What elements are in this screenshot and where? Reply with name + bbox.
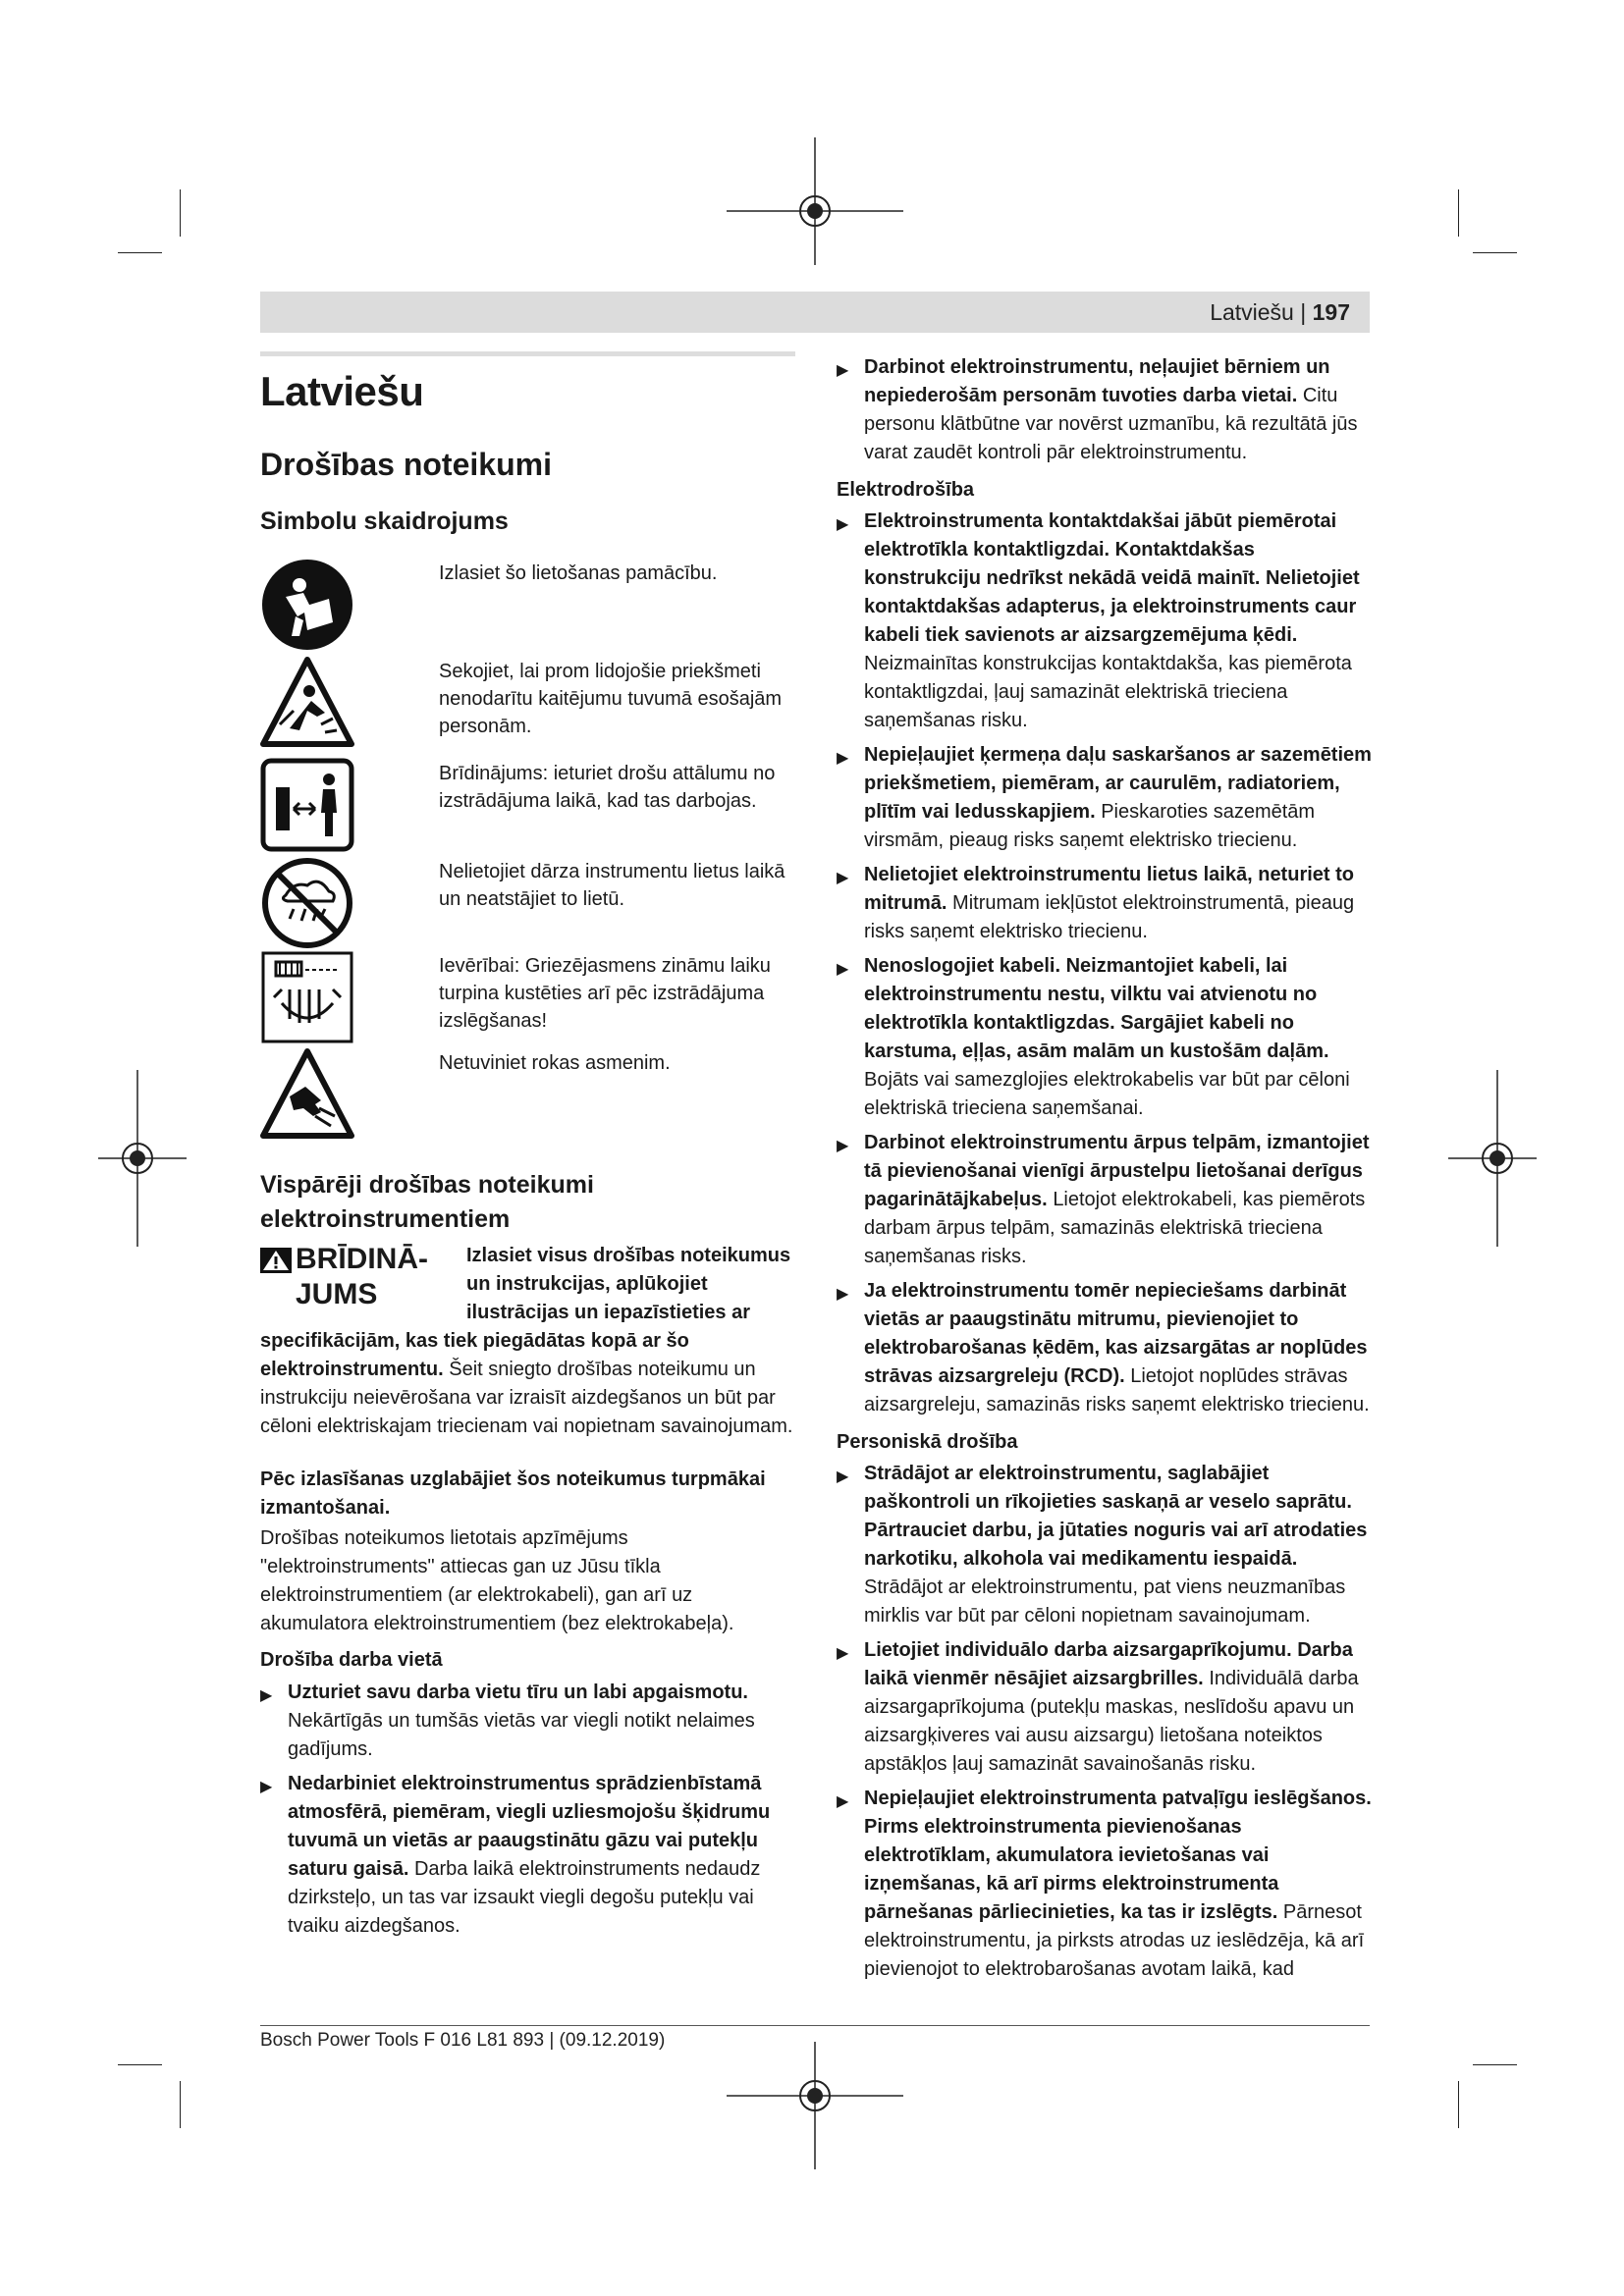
crop-mark	[180, 2081, 181, 2128]
crop-mark	[1458, 2081, 1459, 2128]
header-separator: |	[1300, 299, 1307, 325]
warning-label: BRĪDINĀ- JUMS	[296, 1243, 428, 1310]
page-header	[260, 292, 1370, 333]
crop-mark	[1473, 2064, 1517, 2065]
list-item: ▶ Nelietojiet elektroinstrumentu lietus laikā, neturiet to mitrumā. Mitrumam iekļūstot elektroinstrumentā, pieaug risks saņemt elektrisko triecienu.	[837, 864, 1355, 942]
registration-mark-icon	[727, 2042, 903, 2169]
symbol-text: Izlasiet šo lietošanas pamācību.	[439, 562, 718, 584]
electrical-safety-title: Elektrodrošība	[837, 479, 975, 501]
right-column	[837, 353, 1372, 1984]
footer-text: Bosch Power Tools F 016 L81 893 | (09.12.2019)	[260, 2030, 666, 2051]
crop-mark	[118, 252, 162, 253]
crop-mark	[1473, 252, 1517, 253]
read-manual-icon	[260, 558, 354, 652]
list-item: ▶ Uzturiet savu darba vietu tīru un labi apgaismotu. Nekārtīgās un tumšās vietās var viegli notikt nelaimes gadījums.	[260, 1682, 755, 1760]
page-title: Latviešu	[260, 368, 424, 414]
personal-safety-title: Personiskā drošība	[837, 1431, 1018, 1453]
header-section: Latviešu	[1210, 299, 1294, 325]
registration-mark-icon	[1448, 1070, 1537, 1247]
page-number: 197	[1312, 299, 1350, 325]
warning-triangle-icon	[260, 1248, 292, 1273]
list-item: ▶ Nepieļaujiet ķermeņa daļu saskaršanos ar sazemētiem priekšmetiem, piemēram, ar caurulēm, radiatoriem, plītīm vai ledusskapjiem. Pieskaroties sazemētām virsmām, pieaug risks saņemt elektrisko triecienu.	[837, 744, 1372, 851]
list-item: ▶ Nedarbiniet elektroinstrumentus sprādzienbīstamā atmosfērā, piemēram, viegli uzliesmojošu šķidrumu tuvumā un vietās ar paaugstinātu gāzu vai putekļu saturu gaisā. Darba laikā elektroinstruments nedaudz dzirksteļo, un tas var izsaukt viegli degošu putekļu vai tvaiku aizdegšanos.	[260, 1773, 771, 1937]
list-item: ▶ Darbinot elektroinstrumentu, neļaujiet bērniem un nepiederošām personām tuvoties darba vietai. Citu personu klātbūtne var novērst uzmanību, kā rezultātā jūs varat zaudēt kontroli pār elektroinstrumentu.	[837, 356, 1358, 463]
flying-debris-warning-icon	[260, 656, 354, 750]
section-title: Drošības noteikumi	[260, 447, 552, 482]
warning-text: Šeit sniegto drošības noteikumu un instrukciju neievērošana var izraisīt aizdegšanos un būt par cēloni elektriskajam triecienam vai nopietnam savainojumam.	[260, 1359, 793, 1437]
section-rule	[260, 351, 795, 356]
work-area-title: Drošība darba vietā	[260, 1649, 443, 1671]
blade-rotation-icon	[260, 950, 354, 1044]
list-item: ▶ Strādājot ar elektroinstrumentu, saglabājiet paškontroli un rīkojieties saskaņā ar veselo saprātu. Pārtrauciet darbu, ja jūtaties noguris vai arī atrodaties narkotiku, alkohola vai medikamentu iespaidā. Strādājot ar elektroinstrumentu, pat viens neuzmanības mirklis var būt par cēloni nopietnam savainojumam.	[837, 1463, 1368, 1627]
registration-mark-icon	[727, 137, 903, 265]
safe-distance-icon	[260, 758, 354, 852]
crop-mark	[118, 2064, 162, 2065]
work-area-list	[260, 1679, 795, 1941]
registration-mark-icon	[98, 1070, 187, 1247]
symbol-text: Sekojiet, lai prom lidojošie priekšmeti nenodarītu kaitējumu tuvumā esošajām personām.	[439, 661, 783, 737]
crop-mark	[1458, 189, 1459, 237]
definition-text: Drošības noteikumos lietotais apzīmējums "elektroinstruments" attiecas gan uz Jūsu tīkla elektroinstrumentiem (ar elektrokabeli), gan arī uz akumulatora elektroinstrumentiem (bez elektrokabeļa).	[260, 1527, 734, 1634]
symbol-text: Brīdinājums: ieturiet drošu attālumu no izstrādājuma laikā, kad tas darbojas.	[439, 763, 776, 812]
crop-mark	[180, 189, 181, 237]
list-item: ▶ Elektroinstrumenta kontaktdakšai jābūt piemērotai elektrotīkla kontaktligzdai. Kontaktdakšas konstrukciju nedrīkst nekādā veidā mainīt. Nelietojiet kontaktdakšas adapterus, ja elektroinstruments caur kabeli tiek savienots ar aizsargzemējuma ķēdi. Neizmainītas konstrukcijas kontaktdakša, kas piemērota kontaktligzdai, ļauj samazināt elektriskā trieciena saņemšanas risku.	[837, 510, 1360, 731]
symbols-title: Simbolu skaidrojums	[260, 507, 509, 535]
symbol-text: Nelietojiet dārza instrumentu lietus laikā un neatstājiet to lietū.	[439, 861, 785, 910]
symbol-text: Netuviniet rokas asmenim.	[439, 1052, 671, 1074]
list-item: ▶ Nepieļaujiet elektroinstrumenta patvaļīgu ieslēgšanos. Pirms elektroinstrumenta pievienošanas elektrotīklam, akumulatora ievietošanas vai izņemšanas, kā arī pirms elektroinstrumenta pārnešanas pārliecinieties, ka tas ir izslēgts. Pārnesot elektroinstrumentu, ja pirksts atrodas uz ieslēdzēja, kā arī pievienojot to elektrobarošanas avotam laikā, kad	[837, 1788, 1372, 1980]
warning-bold-text: Izlasiet visus drošības noteikumus un instrukcijas, aplūkojiet ilustrācijas un iepazīstieties ar specifikācijām, kas tiek piegādātas kopā ar šo elektroinstrumentu.	[260, 1245, 791, 1380]
list-item: ▶ Nenoslogojiet kabeli. Neizmantojiet kabeli, lai elektroinstrumentu nestu, vilktu vai atvienotu no elektrotīkla kontaktligzdas. Sargājiet kabeli no karstuma, eļļas, asām malām un kustošām daļām. Bojāts vai samezglojies elektrokabelis var būt par cēloni elektriskā trieciena saņemšanai.	[837, 955, 1350, 1119]
footer-rule	[260, 2025, 1370, 2026]
list-item: ▶ Darbinot elektroinstrumentu ārpus telpām, izmantojiet tā pievienošanai vienīgi ārpustelpu lietošanai derīgus pagarinātājkabeļus. Lietojot elektrokabeli, kas piemērots darbam ārpus telpām, samazinās elektriskā trieciena saņemšanas risks.	[837, 1132, 1370, 1267]
hand-blade-warning-icon	[260, 1047, 354, 1142]
warning-block	[260, 1242, 800, 1441]
general-safety-title: Vispārēji drošības noteikumi elektroinstrumentiem	[260, 1171, 594, 1233]
list-item: ▶ Ja elektroinstrumentu tomēr nepieciešams darbināt vietās ar paaugstinātu mitrumu, pievienojiet to elektrobarošanas ķēdēm, kas aizsargātas ar noplūdes strāvas aizsargreleju (RCD). Lietojot noplūdes strāvas aizsargreleju, samazinās risks saņemt elektrisko triecienu.	[837, 1280, 1370, 1415]
no-rain-icon	[260, 856, 354, 950]
list-item: ▶ Lietojiet individuālo darba aizsargaprīkojumu. Darba laikā vienmēr nēsājiet aizsargbrilles. Individuālā darba aizsargaprīkojuma (putekļu maskas, neslīdošu apavu un aizsargķiveres vai ausu aizsargu) lietošana noteiktos apstākļos ļauj samazināt savainošanās risku.	[837, 1639, 1359, 1775]
keep-instructions-text: Pēc izlasīšanas uzglabājiet šos noteikumus turpmākai izmantošanai.	[260, 1468, 766, 1519]
symbol-text: Ievērībai: Griezējasmens zināmu laiku turpina kustēties arī pēc izstrādājuma izslēgšanas!	[439, 955, 771, 1032]
